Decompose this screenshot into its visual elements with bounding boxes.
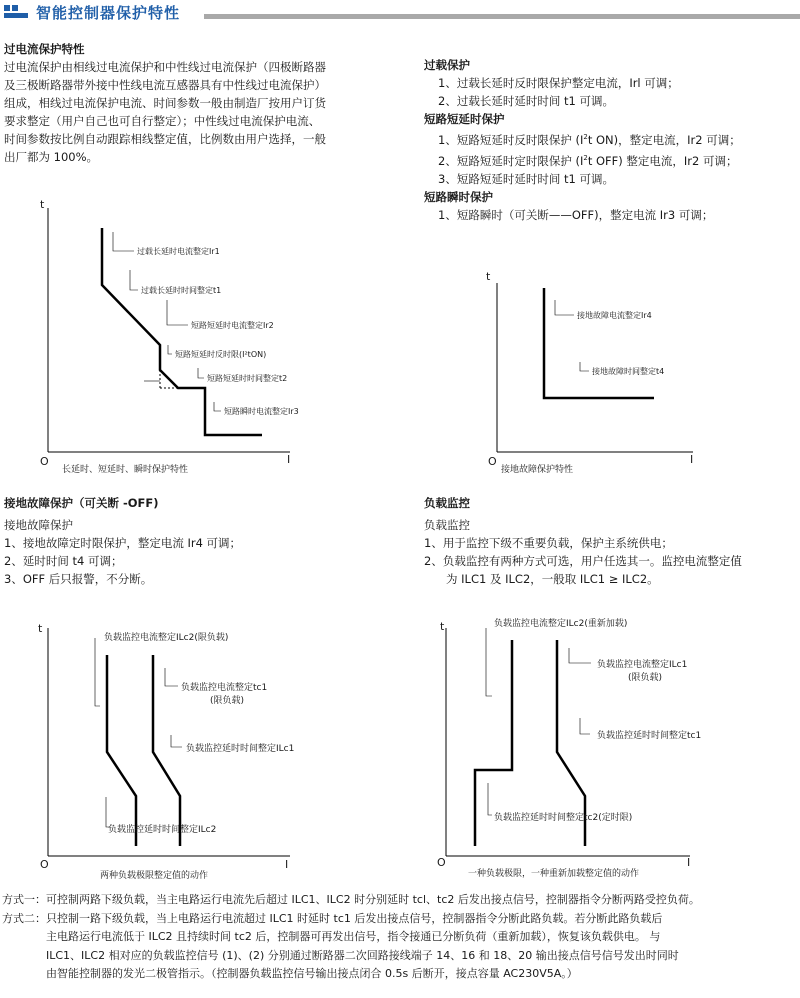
chart1-label: 短路短延时电流整定Ir2 (191, 321, 274, 330)
instant-title: 短路瞬时保护 (424, 189, 493, 204)
overload-item: 1、过载长延时反时限保护整定电流，Irl 可调； (438, 76, 679, 90)
chart2-i-label: I (690, 453, 694, 466)
chart1-caption: 长延时、短延时、瞬时保护特性 (62, 465, 189, 475)
overcurrent-line: 时间参数按比例自动跟踪相线整定值，比例数由用户选择，一般 (4, 132, 326, 146)
overcurrent-line: 及三极断路器带外接中性线电流互感器具有中性线过电流保护） (4, 78, 326, 92)
chart3-t-label: t (38, 622, 43, 635)
footer-notes (2, 891, 800, 984)
chart3-label: 负载监控电流整定ILc2(限负载) (104, 633, 229, 643)
overload-title: 过载保护 (424, 58, 470, 72)
load-title: 负载监控 (424, 496, 470, 510)
ground-section (4, 494, 384, 588)
short-delay-item: 2、短路短延时定时限保护 ($I^2t$ OFF) 整定电流，Ir2 可调； (438, 153, 738, 168)
chart1-label: 过载长延时电流整定Ir1 (137, 247, 220, 256)
mode2-line: ILC1、ILC2 相对应的负载监控信号 (1)、(2) 分别通过断路器二次回路接线端子 14、16 和 18、20 输出接点信号信号发出时同时 (46, 948, 679, 962)
mode2-row (2, 910, 800, 984)
chart1-curve (102, 228, 262, 435)
chart3-label: 负载监控延时时间整定ILc1 (186, 744, 295, 754)
chart1-origin-label: O (40, 455, 49, 468)
chart3-curve-1 (107, 655, 136, 846)
instant-item: 1、短路瞬时（可关断——OFF)，整定电流 Ir3 可调； (438, 207, 714, 222)
overcurrent-line: 过电流保护由相线过电流保护和中性线过电流保护（四极断路器 (4, 60, 326, 74)
chart1-label: 短路短延时反时限(I²tON) (175, 350, 267, 359)
header-divider (204, 14, 800, 19)
chart1-label: 短路瞬时电流整定Ir3 (224, 407, 299, 416)
mode1-row (2, 891, 800, 910)
chart4-label: 负载监控延时时间整定tc1 (597, 731, 702, 741)
short-delay-item: 3、短路短延时延时时间 t1 可调。 (438, 171, 614, 186)
chart2-t-label: t (486, 270, 491, 283)
ground-item: 2、延时时间 t4 可调； (4, 554, 123, 568)
overcurrent-line: 出厂都为 100%。 (4, 150, 99, 164)
load-item: 1、用于监控下级不重要负载，保护主系统供电； (424, 536, 673, 550)
chart1-label: 过载长延时时间整定t1 (141, 286, 222, 295)
chart1-i-label: I (287, 453, 291, 466)
chart2-curve (544, 288, 654, 398)
chart1-label: 短路短延时时间整定t2 (207, 374, 288, 383)
page-title: 智能控制器保护特性 (36, 4, 181, 22)
mode2-line: 由智能控制器的发光二极管指示。（控制器负载监控信号输出接点闭合 0.5s 后断开，接点容量 AC230V5A。） (46, 967, 578, 980)
mode2-line: 只控制一路下级负载，当上电路运行电流超过 ILC1 时延时 tc1 后发出接点信号，控制器指令分断此路负载。若分断此路负载后 (46, 911, 663, 925)
overcurrent-line: 组成，相线过电流保护电流、时间参数一般由制造厂按用户订货 (4, 96, 326, 110)
chart4-t-label: t (440, 620, 445, 633)
chart2-label: 接地故障时间整定t4 (592, 367, 665, 376)
short-delay-item: 1、短路短延时反时限保护 ($I^2t$ ON)，整定电流，Ir2 可调； (438, 132, 741, 147)
chart3-label: 负载监控电流整定tc1 (181, 683, 268, 693)
overcurrent-line: 要求整定（用户自己也可自行整定）；中性线过电流保护电流、 (4, 114, 321, 128)
ground-item: 1、接地故障定时限保护，整定电流 Ir4 可调； (4, 536, 242, 550)
ground-sub: 接地故障保护 (4, 518, 73, 532)
overcurrent-title: 过电流保护特性 (4, 42, 85, 56)
chart4-label: 负载监控延时时间整定tc2(定时限) (494, 813, 633, 823)
chart4-label: 负载监控电流整定ILc2(重新加载) (494, 619, 628, 629)
load-sub: 负载监控 (424, 518, 470, 532)
ground-title: 接地故障保护（可关断 -OFF) (4, 496, 159, 510)
chart3-origin-label: O (40, 858, 49, 871)
chart3-i-label: I (285, 858, 289, 871)
ground-item: 3、OFF 后只报警，不分断。 (4, 572, 153, 586)
mode1-label: 方式一： (2, 893, 46, 906)
chart4-label: (限负载) (628, 673, 663, 683)
chart2-caption: 接地故障保护特性 (501, 465, 574, 475)
mode1-text: 可控制两路下级负载，当主电路运行电流先后超过 ILC1、ILC2 时分别延时 tcl、tc2 后发出接点信号，控制器指令分断两路受控负荷。 (46, 893, 700, 906)
chart1-t-label: t (40, 198, 45, 211)
chart3-caption: 两种负载极限整定值的动作 (100, 871, 209, 881)
chart3-label: (限负载) (210, 696, 245, 706)
mode2-label: 方式二： (2, 911, 46, 925)
overcurrent-text (4, 58, 384, 166)
chart4-caption: 一种负载极限，一种重新加载整定值的动作 (468, 869, 640, 879)
overload-item: 2、过载长延时延时时间 t1 可调。 (438, 94, 614, 108)
load-section (424, 494, 800, 588)
load-item: 2、负载监控有两种方式可选，用户任选其一。监控电流整定值 (424, 554, 742, 568)
short-delay-title: 短路短延时保护 (424, 112, 505, 126)
chart4-label: 负载监控电流整定ILc1 (597, 660, 688, 670)
protection-settings (424, 56, 741, 224)
chart2-origin-label: O (488, 455, 497, 468)
chart3-label: 负载监控延时时间整定ILc2 (108, 825, 217, 835)
mode2-line: 主电路运行电流低于 ILC2 且持续时间 tc2 后，控制器可再发出信号，指令接通已分断负荷（重新加载），恢复该负载供电。 与 (46, 930, 661, 943)
chart2-label: 接地故障电流整定Ir4 (577, 311, 652, 320)
load-item: 为 ILC1 及 ILC2，一般取 ILC1 ≥ ILC2。 (446, 572, 659, 586)
chart3-curve-2 (153, 655, 180, 846)
chart4-origin-label: O (437, 856, 446, 869)
chart4-i-label: I (687, 856, 691, 869)
section-header-icon (4, 5, 30, 19)
